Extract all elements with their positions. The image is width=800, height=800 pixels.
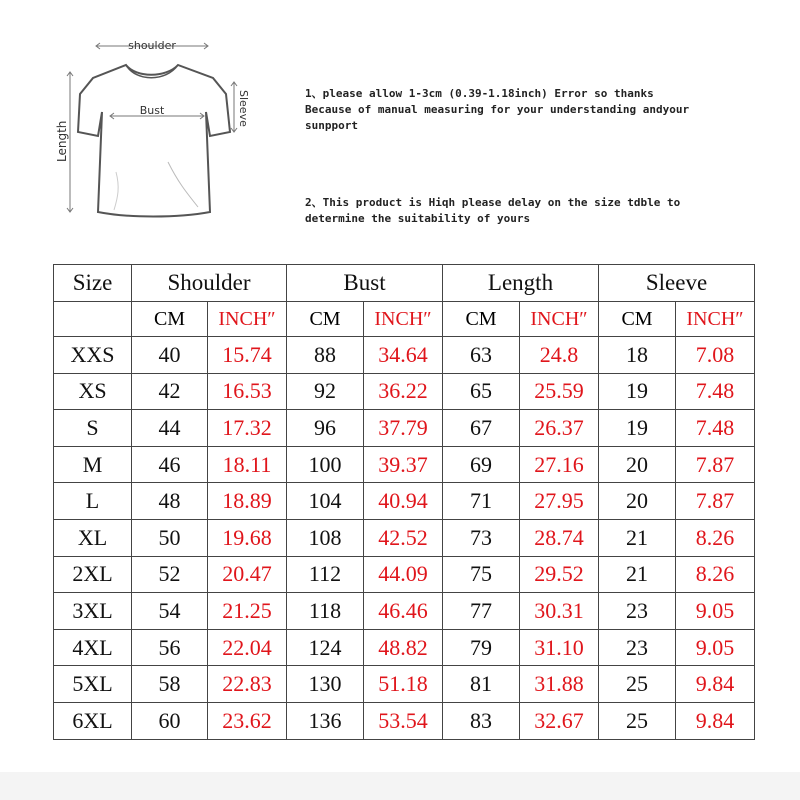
cell-inch: 9.84 bbox=[676, 666, 755, 703]
unit-cm: CM bbox=[599, 302, 676, 337]
cell-size: L bbox=[54, 483, 132, 520]
cell-inch: 17.32 bbox=[208, 410, 287, 447]
cell-inch: 22.04 bbox=[208, 629, 287, 666]
cell-inch: 46.46 bbox=[364, 593, 443, 630]
cell-cm: 83 bbox=[443, 702, 520, 739]
cell-inch: 21.25 bbox=[208, 593, 287, 630]
cell-cm: 60 bbox=[132, 702, 208, 739]
cell-cm: 50 bbox=[132, 519, 208, 556]
cell-size: 3XL bbox=[54, 593, 132, 630]
size-table-body bbox=[54, 337, 755, 740]
cell-inch: 31.10 bbox=[520, 629, 599, 666]
header-size: Size bbox=[54, 265, 132, 302]
cell-inch: 18.89 bbox=[208, 483, 287, 520]
note-1-line-2: Because of manual measuring for your understanding andyour bbox=[305, 103, 690, 116]
unit-cm: CM bbox=[132, 302, 208, 337]
cell-cm: 21 bbox=[599, 519, 676, 556]
cell-inch: 9.05 bbox=[676, 593, 755, 630]
cell-size: 4XL bbox=[54, 629, 132, 666]
size-notes bbox=[305, 86, 775, 227]
table-row bbox=[54, 410, 755, 447]
cell-inch: 42.52 bbox=[364, 519, 443, 556]
cell-cm: 19 bbox=[599, 373, 676, 410]
unit-inch: INCH″ bbox=[208, 302, 287, 337]
cell-cm: 58 bbox=[132, 666, 208, 703]
table-row bbox=[54, 373, 755, 410]
table-row bbox=[54, 629, 755, 666]
cell-cm: 69 bbox=[443, 446, 520, 483]
cell-inch: 9.05 bbox=[676, 629, 755, 666]
cell-inch: 29.52 bbox=[520, 556, 599, 593]
cell-cm: 73 bbox=[443, 519, 520, 556]
cell-inch: 37.79 bbox=[364, 410, 443, 447]
cell-cm: 75 bbox=[443, 556, 520, 593]
cell-cm: 100 bbox=[287, 446, 364, 483]
unit-inch: INCH″ bbox=[676, 302, 755, 337]
cell-inch: 7.87 bbox=[676, 483, 755, 520]
unit-inch: INCH″ bbox=[520, 302, 599, 337]
cell-inch: 8.26 bbox=[676, 519, 755, 556]
header-row bbox=[54, 265, 755, 302]
cell-cm: 112 bbox=[287, 556, 364, 593]
cell-inch: 19.68 bbox=[208, 519, 287, 556]
cell-cm: 124 bbox=[287, 629, 364, 666]
cell-cm: 46 bbox=[132, 446, 208, 483]
cell-inch: 27.95 bbox=[520, 483, 599, 520]
length-label: Length bbox=[55, 120, 69, 162]
table-row bbox=[54, 556, 755, 593]
bottom-band bbox=[0, 772, 800, 800]
cell-inch: 7.87 bbox=[676, 446, 755, 483]
cell-cm: 23 bbox=[599, 629, 676, 666]
cell-cm: 42 bbox=[132, 373, 208, 410]
cell-cm: 79 bbox=[443, 629, 520, 666]
cell-cm: 54 bbox=[132, 593, 208, 630]
header-shoulder: Shoulder bbox=[132, 265, 287, 302]
unit-cm: CM bbox=[287, 302, 364, 337]
cell-inch: 28.74 bbox=[520, 519, 599, 556]
table-row bbox=[54, 337, 755, 374]
cell-inch: 44.09 bbox=[364, 556, 443, 593]
cell-size: XS bbox=[54, 373, 132, 410]
cell-inch: 7.08 bbox=[676, 337, 755, 374]
unit-cm: CM bbox=[443, 302, 520, 337]
cell-cm: 21 bbox=[599, 556, 676, 593]
cell-inch: 30.31 bbox=[520, 593, 599, 630]
units-row bbox=[54, 302, 755, 337]
header-length: Length bbox=[443, 265, 599, 302]
cell-inch: 8.26 bbox=[676, 556, 755, 593]
size-chart bbox=[53, 264, 754, 740]
cell-size: S bbox=[54, 410, 132, 447]
cell-cm: 65 bbox=[443, 373, 520, 410]
unit-inch: INCH″ bbox=[364, 302, 443, 337]
table-row bbox=[54, 483, 755, 520]
tshirt-measure-diagram bbox=[48, 32, 258, 237]
note-1-line-3: sunpport bbox=[305, 119, 358, 132]
tshirt-icon bbox=[48, 32, 258, 237]
cell-cm: 52 bbox=[132, 556, 208, 593]
cell-inch: 27.16 bbox=[520, 446, 599, 483]
cell-cm: 96 bbox=[287, 410, 364, 447]
table-row bbox=[54, 446, 755, 483]
cell-cm: 25 bbox=[599, 702, 676, 739]
cell-inch: 25.59 bbox=[520, 373, 599, 410]
units-blank bbox=[54, 302, 132, 337]
cell-cm: 81 bbox=[443, 666, 520, 703]
cell-cm: 118 bbox=[287, 593, 364, 630]
cell-inch: 9.84 bbox=[676, 702, 755, 739]
cell-size: XXS bbox=[54, 337, 132, 374]
cell-cm: 71 bbox=[443, 483, 520, 520]
note-1-line-1: 1、please allow 1-3cm (0.39-1.18inch) Error so thanks bbox=[305, 87, 654, 100]
cell-cm: 20 bbox=[599, 446, 676, 483]
cell-inch: 48.82 bbox=[364, 629, 443, 666]
cell-size: M bbox=[54, 446, 132, 483]
cell-inch: 51.18 bbox=[364, 666, 443, 703]
table-row bbox=[54, 702, 755, 739]
cell-size: 6XL bbox=[54, 702, 132, 739]
cell-cm: 40 bbox=[132, 337, 208, 374]
note-2-line-2: determine the suitability of yours bbox=[305, 212, 531, 225]
cell-cm: 92 bbox=[287, 373, 364, 410]
cell-cm: 19 bbox=[599, 410, 676, 447]
cell-inch: 31.88 bbox=[520, 666, 599, 703]
cell-cm: 44 bbox=[132, 410, 208, 447]
cell-inch: 15.74 bbox=[208, 337, 287, 374]
cell-cm: 108 bbox=[287, 519, 364, 556]
cell-size: XL bbox=[54, 519, 132, 556]
cell-inch: 24.8 bbox=[520, 337, 599, 374]
table-row bbox=[54, 666, 755, 703]
cell-cm: 23 bbox=[599, 593, 676, 630]
cell-cm: 77 bbox=[443, 593, 520, 630]
bust-label: Bust bbox=[139, 104, 165, 117]
cell-cm: 56 bbox=[132, 629, 208, 666]
cell-cm: 136 bbox=[287, 702, 364, 739]
cell-inch: 26.37 bbox=[520, 410, 599, 447]
cell-inch: 7.48 bbox=[676, 410, 755, 447]
size-table bbox=[53, 264, 755, 740]
table-row bbox=[54, 593, 755, 630]
cell-cm: 18 bbox=[599, 337, 676, 374]
note-2-line-1: 2、This product is Hiqh please delay on the size tdble to bbox=[305, 196, 681, 209]
header-sleeve: Sleeve bbox=[599, 265, 755, 302]
cell-cm: 67 bbox=[443, 410, 520, 447]
cell-cm: 25 bbox=[599, 666, 676, 703]
cell-cm: 63 bbox=[443, 337, 520, 374]
sleeve-label: Sleeve bbox=[237, 90, 250, 127]
table-row bbox=[54, 519, 755, 556]
cell-inch: 23.62 bbox=[208, 702, 287, 739]
cell-inch: 22.83 bbox=[208, 666, 287, 703]
cell-inch: 34.64 bbox=[364, 337, 443, 374]
header-bust: Bust bbox=[287, 265, 443, 302]
shoulder-label: shoulder bbox=[128, 39, 176, 52]
cell-inch: 18.11 bbox=[208, 446, 287, 483]
cell-cm: 130 bbox=[287, 666, 364, 703]
cell-inch: 16.53 bbox=[208, 373, 287, 410]
cell-inch: 39.37 bbox=[364, 446, 443, 483]
cell-cm: 48 bbox=[132, 483, 208, 520]
cell-inch: 36.22 bbox=[364, 373, 443, 410]
cell-cm: 88 bbox=[287, 337, 364, 374]
cell-inch: 40.94 bbox=[364, 483, 443, 520]
cell-inch: 20.47 bbox=[208, 556, 287, 593]
cell-cm: 20 bbox=[599, 483, 676, 520]
cell-inch: 7.48 bbox=[676, 373, 755, 410]
cell-size: 5XL bbox=[54, 666, 132, 703]
cell-size: 2XL bbox=[54, 556, 132, 593]
cell-cm: 104 bbox=[287, 483, 364, 520]
cell-inch: 32.67 bbox=[520, 702, 599, 739]
cell-inch: 53.54 bbox=[364, 702, 443, 739]
